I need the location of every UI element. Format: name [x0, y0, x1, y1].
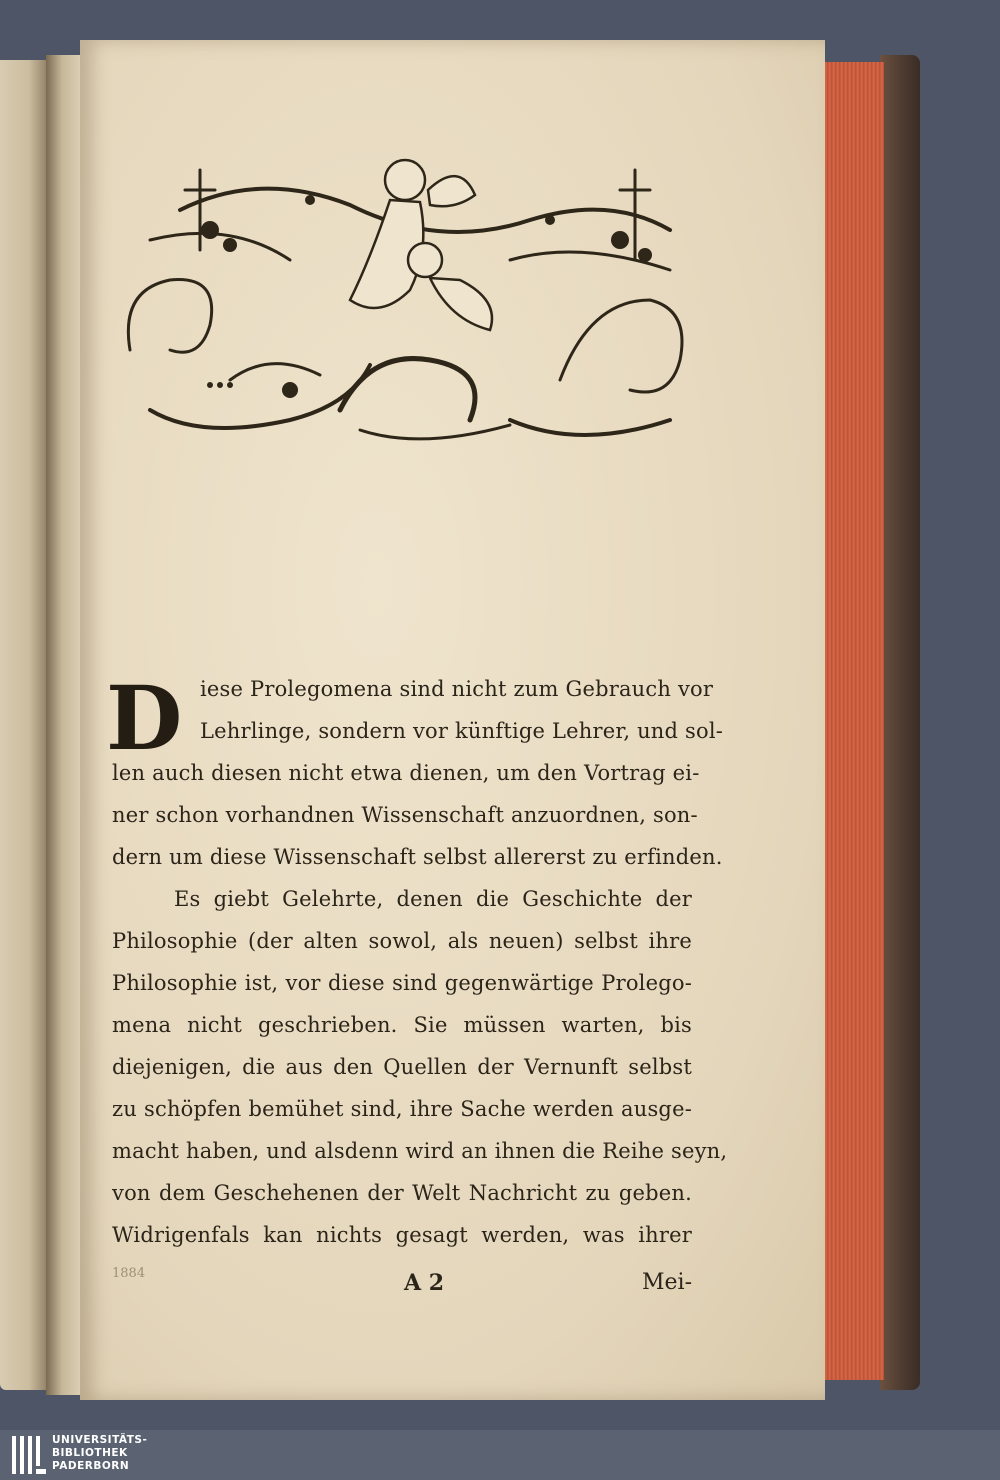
page-footer [112, 1266, 692, 1306]
text-line: mena nicht geschrieben. Sie müssen warten, bis [112, 1013, 692, 1037]
logo-line: BIBLIOTHEK [52, 1447, 128, 1459]
left-page-edge [0, 60, 48, 1390]
drop-cap: D [106, 666, 183, 770]
stray-mark: 1884 [112, 1266, 146, 1281]
library-footer-bar [0, 1430, 1000, 1480]
text-line: macht haben, und alsdenn wird an ihnen die Reihe seyn, [112, 1139, 728, 1163]
text-line: von dem Geschehenen der Welt Nachricht zu geben. [112, 1181, 692, 1205]
university-library-logo-icon [12, 1436, 46, 1474]
catchword: Mei- [641, 1270, 692, 1295]
signature-mark: A 2 [404, 1270, 445, 1296]
book-page [80, 40, 825, 1400]
text-line: Lehrlinge, sondern vor künftige Lehrer, und sol- [200, 719, 724, 743]
text-line: dern um diese Wissenschaft selbst allererst zu erfinden. [112, 845, 723, 869]
logo-line: PADERBORN [52, 1460, 130, 1472]
text-line: len auch diesen nicht etwa dienen, um den Vortrag ei- [112, 761, 700, 785]
body-text [106, 666, 728, 1256]
book-cover-edge [880, 55, 920, 1390]
red-page-edges [820, 62, 884, 1380]
text-line: Widrigenfals kan nichts gesagt werden, was ihrer [112, 1223, 692, 1247]
text-line: ner schon vorhandnen Wissenschaft anzuordnen, son- [112, 803, 698, 827]
text-line: Philosophie ist, vor diese sind gegenwärtige Prolego- [112, 971, 692, 995]
logo-line: UNIVERSITÄTS- [52, 1434, 148, 1446]
text-line: Philosophie (der alten sowol, als neuen) selbst ihre [112, 929, 692, 953]
text-line: zu schöpfen bemühet sind, ihre Sache werden ausge- [112, 1097, 692, 1121]
text-line: diejenigen, die aus den Quellen der Vernunft selbst [112, 1055, 692, 1079]
text-line: iese Prolegomena sind nicht zum Gebrauch vor [200, 677, 714, 701]
library-logo-text [52, 1434, 147, 1473]
rococo-cherub-ornament-icon [110, 150, 695, 450]
text-line: Es giebt Gelehrte, denen die Geschichte der [174, 887, 692, 911]
